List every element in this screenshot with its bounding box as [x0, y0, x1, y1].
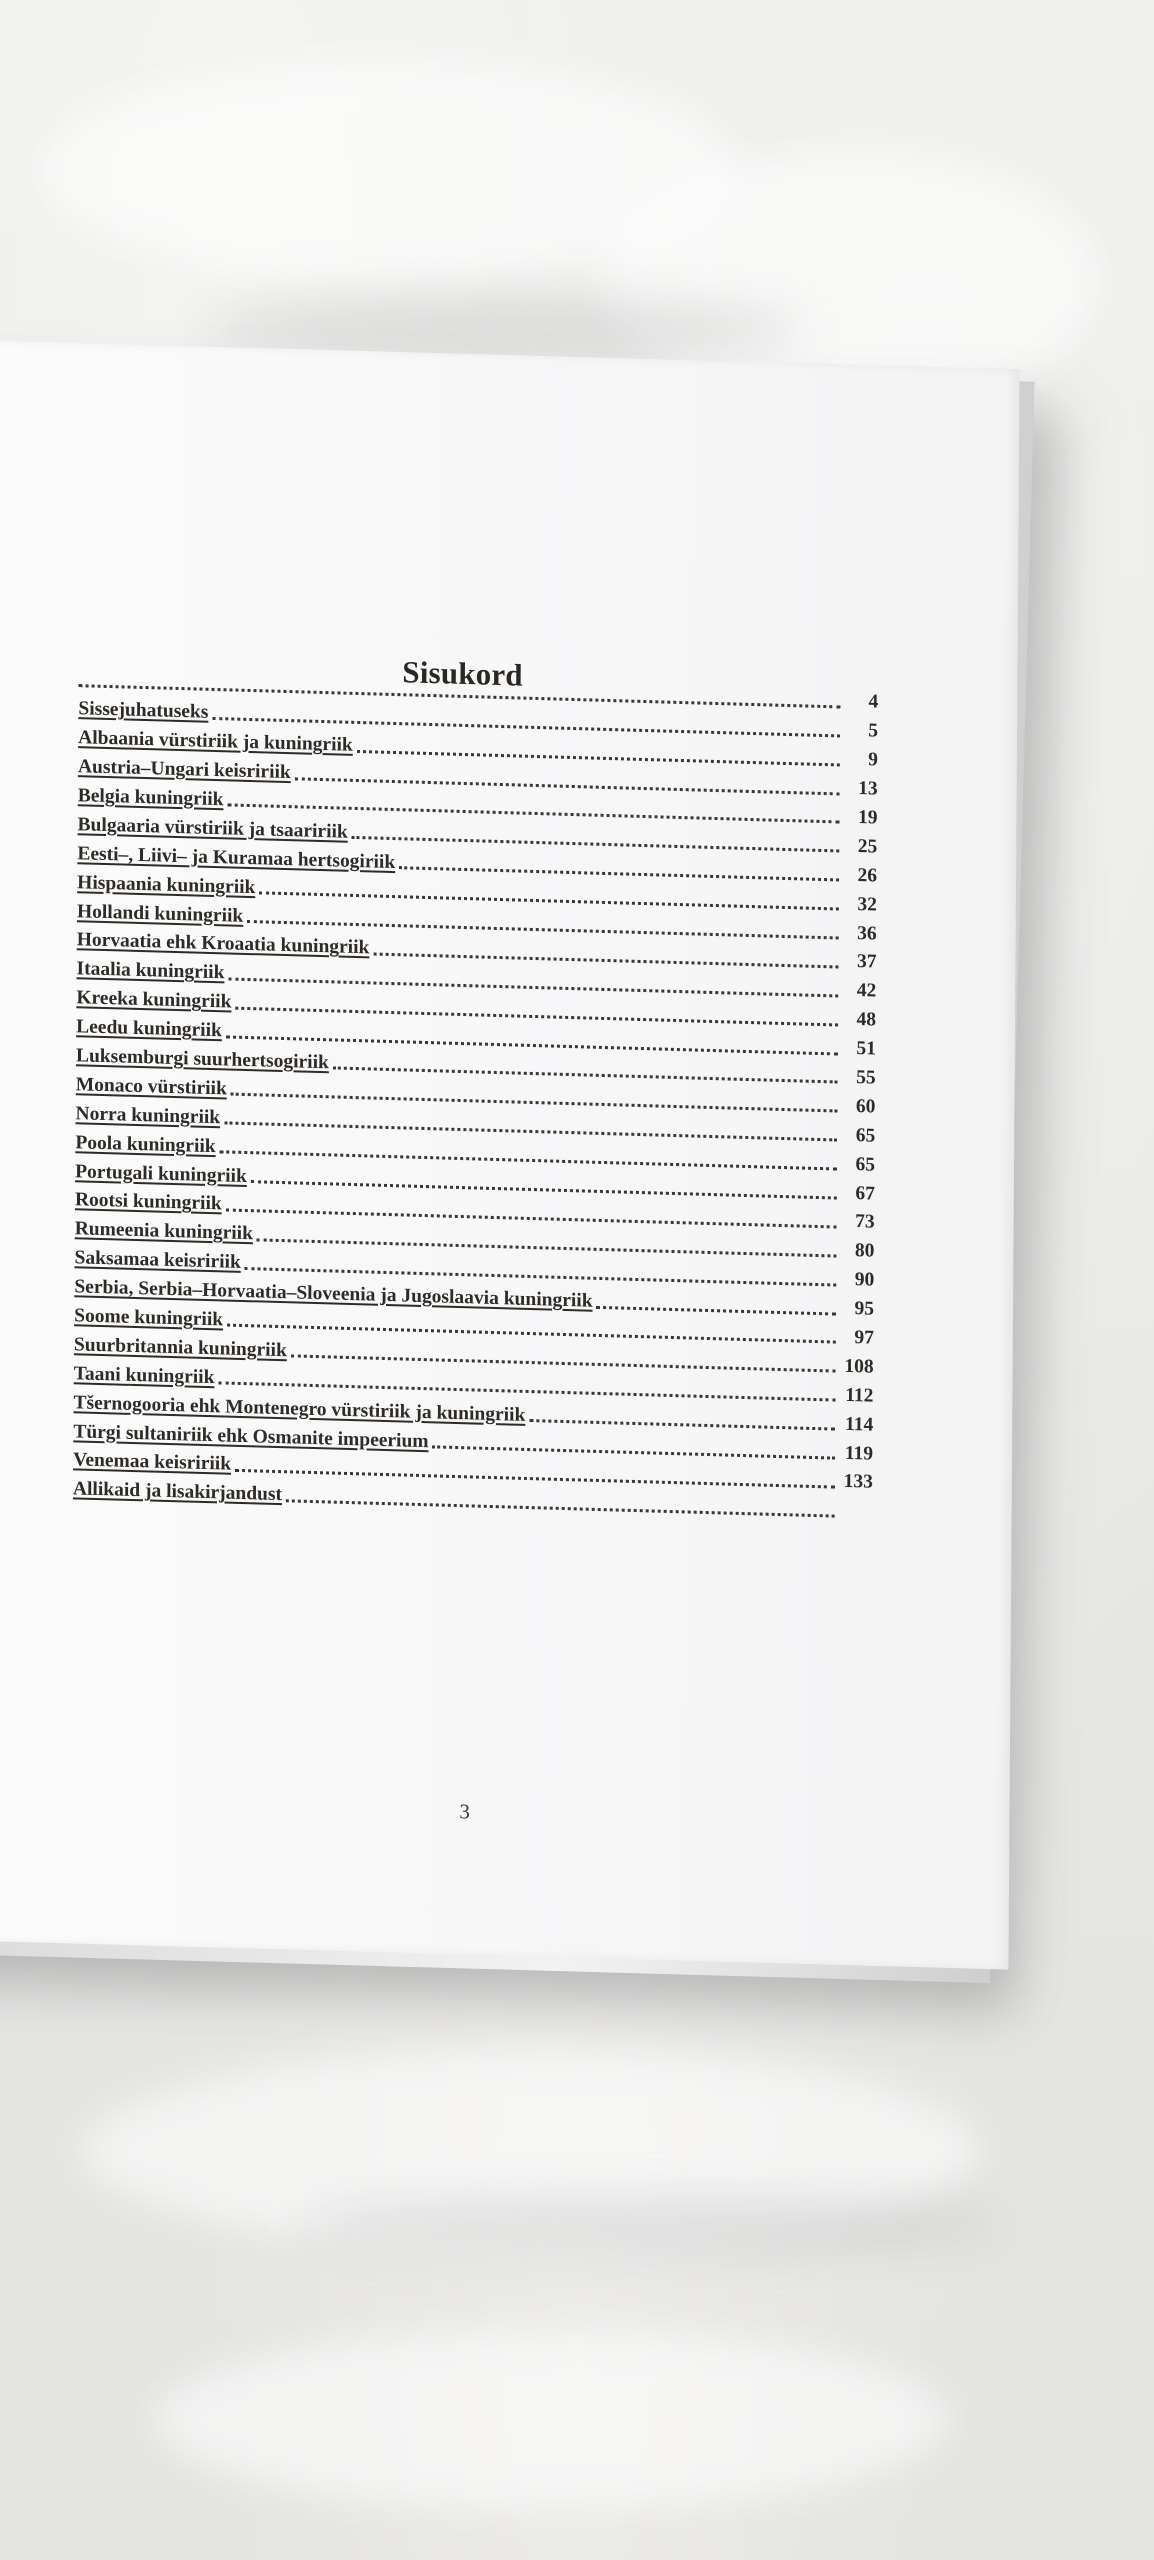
toc-entry-label: Luksemburgi suurhertsogiriik: [75, 1045, 329, 1074]
toc-entry-page: 48: [856, 1009, 877, 1031]
toc-entry-page: 65: [855, 1124, 876, 1147]
toc-entry-page: 13: [858, 778, 878, 800]
toc-entry-page: [839, 1521, 873, 1522]
toc-entry-page: 60: [855, 1095, 876, 1118]
toc-entry-page: 26: [857, 864, 878, 887]
table-of-contents: [73, 661, 879, 1521]
toc-entry-label: Albaania vürstiriik ja kuningriik: [78, 727, 353, 757]
toc-entry-page: 42: [856, 980, 877, 1002]
toc-entry-label: Eesti–, Liivi– ja Kuramaa hertsogiriik: [77, 842, 396, 873]
toc-entry-label: Serbia, Serbia–Horvaatia–Sloveenia ja Jugoslaavia kuningriik: [74, 1276, 593, 1312]
toc-entry-page: 37: [856, 951, 877, 973]
toc-entry-label: Rumeenia kuningriik: [74, 1218, 254, 1245]
page-title: Sisukord: [402, 654, 523, 693]
cloth-fold-shadow: [300, 2200, 1000, 2250]
toc-entry-page: 51: [856, 1038, 876, 1060]
toc-entry-page: 19: [857, 806, 878, 829]
toc-entry-label: Itaalia kuningriik: [76, 958, 225, 984]
toc-entry-label: Poola kuningriik: [75, 1131, 216, 1157]
toc-entry-label: Kreeka kuningriik: [76, 987, 232, 1013]
toc-entry-label: Portugali kuningriik: [75, 1160, 247, 1187]
toc-entry-page: 67: [855, 1182, 875, 1205]
toc-dot-leader: [286, 1499, 835, 1517]
toc-entry-label: Austria–Ungari keisririik: [77, 756, 291, 784]
toc-entry-label: Tšernogooria ehk Montenegro vürstiriik ja kuningriik: [73, 1391, 526, 1426]
toc-entry-page: 80: [854, 1240, 875, 1262]
toc-entry-page: 25: [857, 835, 878, 858]
toc-entry-page: 95: [854, 1298, 875, 1320]
toc-entry-page: 114: [844, 1413, 874, 1436]
toc-entry-page: 4: [868, 691, 879, 713]
toc-entry-label: Belgia kuningriik: [77, 785, 224, 811]
toc-entry-label: Hispaania kuningriik: [77, 871, 256, 898]
toc-entry-label: Suurbritannia kuningriik: [73, 1334, 287, 1362]
toc-entry-label: Sissejuhatuseks: [78, 698, 209, 724]
toc-entry-page: 9: [868, 749, 878, 771]
toc-entry-page: 112: [845, 1384, 874, 1407]
book-page: [0, 340, 1020, 1970]
toc-entry-label: Saksamaa keisririik: [74, 1247, 241, 1274]
page-number: 3: [459, 1799, 470, 1824]
toc-entry-page: 55: [856, 1066, 876, 1089]
toc-entry-label: Hollandi kuningriik: [76, 900, 244, 927]
toc-entry-page: 108: [844, 1355, 874, 1378]
toc-entry-page: 65: [855, 1153, 876, 1176]
cloth-highlight: [150, 2330, 950, 2510]
toc-entry-label: Allikaid ja lisakirjandust: [72, 1478, 283, 1506]
toc-entry-page: 97: [854, 1327, 874, 1349]
toc-entry-label: Venemaa keisririik: [73, 1449, 232, 1476]
toc-entry-label: Leedu kuningriik: [76, 1016, 222, 1042]
toc-entry-label: Taani kuningriik: [73, 1363, 215, 1388]
toc-entry-page: 119: [844, 1442, 874, 1465]
toc-entry-label: Rootsi kuningriik: [74, 1189, 222, 1215]
toc-entry-page: 90: [854, 1269, 875, 1291]
toc-entry-page: 36: [857, 922, 877, 945]
toc-entry-page: 5: [868, 720, 879, 742]
toc-entry-label: Horvaatia ehk Kroaatia kuningriik: [76, 929, 370, 959]
toc-entry-page: 32: [857, 893, 877, 916]
toc-entry-page: 133: [843, 1471, 873, 1494]
toc-entry-label: Soome kuningriik: [74, 1305, 224, 1331]
toc-entry-label: Türgi sultaniriik ehk Osmanite impeerium: [73, 1420, 429, 1452]
toc-entry-label: Monaco vürstiriik: [75, 1074, 227, 1100]
toc-entry-label: Bulgaaria vürstiriik ja tsaaririik: [77, 814, 348, 843]
toc-entry-page: 73: [855, 1211, 875, 1234]
toc-entry-label: Norra kuningriik: [75, 1102, 221, 1129]
